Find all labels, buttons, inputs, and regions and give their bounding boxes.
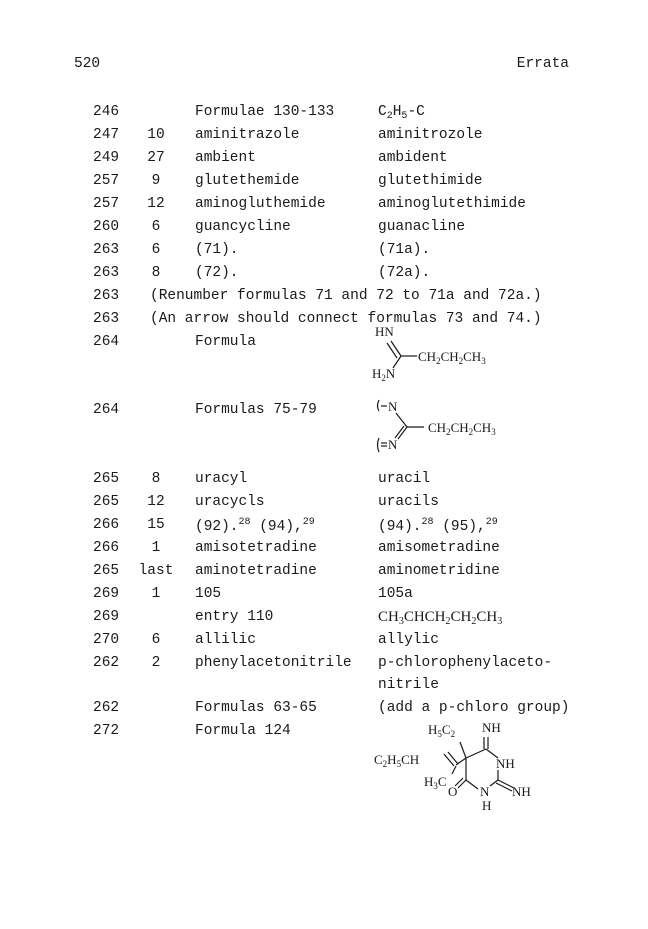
page-ref: 262: [93, 655, 120, 671]
correction-text: guanacline: [378, 219, 466, 235]
errata-row: [0, 471, 648, 494]
errata-row: [0, 402, 648, 425]
line-ref: 8: [151, 265, 161, 281]
svg-text:NH: NH: [496, 756, 515, 771]
line-ref: 2: [151, 655, 161, 671]
page-ref: 265: [93, 494, 120, 510]
errata-row: [0, 632, 648, 655]
svg-text:HN: HN: [375, 324, 394, 339]
line-ref: 8: [151, 471, 161, 487]
amidine-fragment-structure: [374, 396, 524, 456]
page-ref: 257: [93, 196, 120, 212]
svg-text:NH: NH: [482, 720, 501, 735]
correction-text: p-chlorophenylaceto-: [378, 655, 553, 671]
page-ref: 246: [93, 104, 120, 120]
wrong-text: guancycline: [195, 219, 291, 235]
wrong-text: Formulas 63-65: [195, 700, 317, 716]
wrong-text: amisotetradine: [195, 540, 317, 556]
svg-text:N: N: [388, 399, 398, 414]
line-ref: last: [138, 563, 174, 579]
wrong-text: Formula: [195, 334, 256, 350]
correction-text: aminoglutethimide: [378, 196, 526, 212]
page-ref: 270: [93, 632, 120, 648]
page-ref: 266: [93, 540, 120, 556]
errata-row: [0, 242, 648, 265]
formula-124-structure: [372, 716, 552, 816]
page-ref: 263: [93, 311, 120, 327]
errata-row: [0, 219, 648, 242]
page-ref: 272: [93, 723, 120, 739]
page-ref: 262: [93, 700, 120, 716]
line-ref: 15: [147, 517, 165, 533]
errata-row: [0, 127, 648, 150]
svg-text:NH: NH: [512, 784, 531, 799]
errata-row: [0, 563, 648, 586]
errata-row: [0, 586, 648, 609]
svg-text:H: H: [482, 798, 492, 813]
errata-row: [0, 173, 648, 196]
errata-row: [0, 517, 648, 540]
wrong-text: ambient: [195, 150, 256, 166]
wrong-text: (72).: [195, 265, 239, 281]
svg-text:H2N: $H_2N$: [372, 366, 396, 383]
wrong-text: Formulas 75-79: [195, 402, 317, 418]
wrong-citation: (92).$^{28}$ (94),$^{29}$: [195, 517, 315, 535]
correction-text: nitrile: [378, 677, 439, 693]
correction-text: aminitrozole: [378, 127, 483, 143]
wrong-text: phenylacetonitrile: [195, 655, 352, 671]
errata-row: [0, 150, 648, 173]
wrong-text: (71).: [195, 242, 239, 258]
line-ref: 6: [151, 632, 161, 648]
butyramidine-structure: [370, 324, 520, 382]
correction-text: (add a p-chloro group): [378, 700, 570, 716]
page-ref: 263: [93, 242, 120, 258]
line-ref: 12: [147, 196, 165, 212]
page-ref: 265: [93, 471, 120, 487]
correction-text: uracils: [378, 494, 439, 510]
line-ref: 1: [151, 586, 161, 602]
page-ref: 269: [93, 609, 120, 625]
errata-row: [0, 540, 648, 563]
errata-row: [0, 494, 648, 517]
errata-row: [0, 288, 648, 311]
correction-text: ambident: [378, 150, 448, 166]
page-header-title: Errata: [516, 56, 569, 72]
correction-text: amisometradine: [378, 540, 500, 556]
wrong-text: Formula 124: [195, 723, 291, 739]
wrong-text: uracycls: [195, 494, 265, 510]
page-ref: 264: [93, 334, 120, 350]
page-ref: 257: [93, 173, 120, 189]
svg-text:N: N: [480, 784, 490, 799]
correction-text: (72a).: [378, 265, 431, 281]
wrong-text: aminitrazole: [195, 127, 300, 143]
errata-row: [0, 104, 648, 127]
wrong-text: uracyl: [195, 471, 248, 487]
page-ref: 249: [93, 150, 120, 166]
page-ref: 264: [93, 402, 120, 418]
svg-text:C2H5CH: $C_2H_5CH$: [374, 752, 420, 769]
errata-row: [0, 655, 648, 678]
svg-text:H5C2: $H_5C_2$: [428, 722, 456, 739]
errata-row: [0, 334, 648, 357]
correction-citation: (94).$^{28}$ (95),$^{29}$: [378, 517, 498, 535]
svg-text:H3C: $H_3C$: [424, 774, 447, 791]
wrong-text: entry 110: [195, 609, 274, 625]
page-ref: 265: [93, 563, 120, 579]
line-ref: 12: [147, 494, 165, 510]
errata-row-continuation: [0, 677, 648, 700]
line-ref: 6: [151, 242, 161, 258]
errata-note: (An arrow should connect formulas 73 and 74.): [150, 311, 542, 327]
line-ref: 9: [151, 173, 161, 189]
errata-row: [0, 609, 648, 632]
errata-row: [0, 311, 648, 334]
wrong-text: Formulae 130-133: [195, 104, 335, 120]
svg-text:CH2CH2CH3: $CH_2CH_2CH_3$: [418, 349, 486, 366]
wrong-text: aminogluthemide: [195, 196, 326, 212]
line-ref: 27: [147, 150, 165, 166]
wrong-text: allilic: [195, 632, 256, 648]
correction-text: aminometridine: [378, 563, 500, 579]
correction-formula: $C_2H_5-C$: [378, 104, 425, 122]
page-ref: 263: [93, 265, 120, 281]
page-ref: 247: [93, 127, 120, 143]
correction-text: allylic: [378, 632, 439, 648]
svg-text:O: O: [448, 784, 458, 799]
wrong-text: glutethemide: [195, 173, 300, 189]
page-ref: 263: [93, 288, 120, 304]
page-ref: 260: [93, 219, 120, 235]
correction-text: (71a).: [378, 242, 431, 258]
page-ref: 266: [93, 517, 120, 533]
line-ref: 1: [151, 540, 161, 556]
page-ref: 269: [93, 586, 120, 602]
correction-text: glutethimide: [378, 173, 483, 189]
page-number: 520: [74, 56, 101, 72]
svg-text:CH2CH2CH3: $CH_2CH_2CH_3$: [428, 420, 496, 437]
correction-text: uracil: [378, 471, 431, 487]
correction-formula: $CH_3CHCH_2CH_2CH_3$: [378, 609, 503, 627]
errata-row: [0, 196, 648, 219]
line-ref: 10: [147, 127, 165, 143]
wrong-text: 105: [195, 586, 222, 602]
svg-text:N: N: [388, 437, 398, 452]
wrong-text: aminotetradine: [195, 563, 317, 579]
errata-note: (Renumber formulas 71 and 72 to 71a and 72a.): [150, 288, 542, 304]
errata-row: [0, 265, 648, 288]
line-ref: 6: [151, 219, 161, 235]
correction-text: 105a: [378, 586, 413, 602]
